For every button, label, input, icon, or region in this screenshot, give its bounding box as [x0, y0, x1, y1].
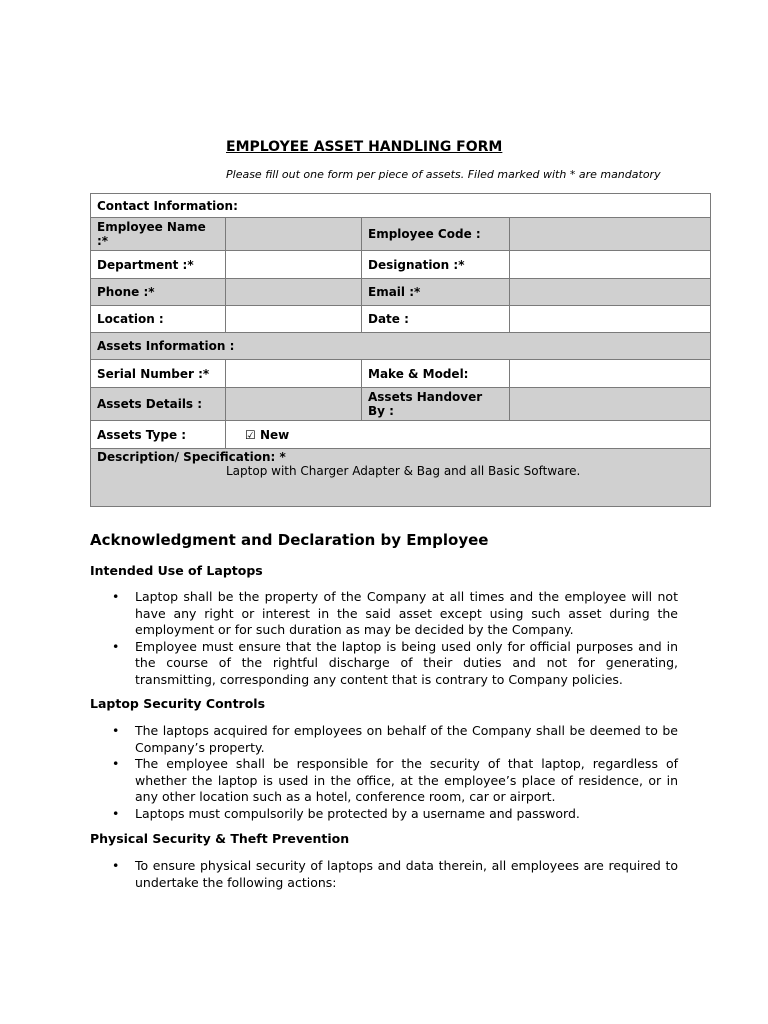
employee-code-label: Employee Code : [362, 218, 510, 251]
laptop-security-heading: Laptop Security Controls [90, 696, 266, 711]
department-field[interactable] [226, 251, 362, 279]
assets-type-field [226, 421, 711, 449]
employee-code-field[interactable] [510, 218, 711, 251]
assets-details-label: Assets Details : [91, 388, 226, 421]
bullet-icon: • [112, 638, 120, 654]
bullet-icon: • [112, 723, 120, 738]
date-field[interactable] [510, 306, 711, 333]
assets-details-field[interactable] [226, 388, 362, 421]
physical-security-heading: Physical Security & Theft Prevention [90, 831, 350, 846]
assets-type-label: Assets Type : [91, 421, 226, 449]
designation-label: Designation :* [362, 251, 510, 279]
location-label: Location : [91, 306, 226, 333]
description-field[interactable]: Laptop with Charger Adapter & Bag and all Basic Software. [226, 464, 581, 478]
employee-name-field[interactable] [226, 218, 362, 251]
assets-information-header: Assets Information : [91, 333, 711, 360]
list-item: • Employee must ensure that the laptop is being used only for official purposes and in the course of the rightful discharge of their duties and not for generating, transmitting, corresponding any content that is contrary to Company policies. [112, 638, 678, 687]
list-item: • To ensure physical security of laptops and data therein, all employees are required to undertake the following actions: [112, 858, 678, 890]
intended-use-list [90, 589, 678, 688]
designation-field[interactable] [510, 251, 711, 279]
asset-form-table [90, 193, 711, 507]
contact-information-header: Contact Information: [91, 194, 711, 218]
make-model-label: Make & Model: [362, 360, 510, 388]
email-field[interactable] [510, 279, 711, 306]
phone-field[interactable] [226, 279, 362, 306]
laptop-security-list [90, 723, 678, 822]
description-cell [91, 449, 711, 507]
bullet-icon: • [112, 858, 120, 873]
assets-type-new-checkbox[interactable] [245, 428, 289, 442]
serial-number-label: Serial Number :* [91, 360, 226, 388]
assets-handover-field[interactable] [510, 388, 711, 421]
list-item: • The employee shall be responsible for the security of that laptop, regardless of whether the laptop is used in the office, at the employee’s place of residence, or in any other location such as a hotel, conference room, car or airport. [112, 756, 678, 804]
bullet-icon: • [112, 589, 120, 604]
email-label: Email :* [362, 279, 510, 306]
bullet-icon: • [112, 756, 120, 771]
employee-name-label: Employee Name :* [91, 218, 226, 251]
make-model-field[interactable] [510, 360, 711, 388]
serial-number-field[interactable] [226, 360, 362, 388]
checked-box-icon: ☑ [245, 427, 256, 442]
assets-type-new-label: New [259, 427, 290, 442]
date-label: Date : [362, 306, 510, 333]
assets-handover-label: Assets Handover By : [362, 388, 510, 421]
location-field[interactable] [226, 306, 362, 333]
list-item: • The laptops acquired for employees on behalf of the Company shall be deemed to be Company’s property. [112, 723, 678, 755]
phone-label: Phone :* [91, 279, 226, 306]
intended-use-heading: Intended Use of Laptops [90, 563, 263, 578]
bullet-icon: • [112, 805, 120, 821]
form-instructions: Please fill out one form per piece of assets. Filed marked with * are mandatory [226, 168, 661, 181]
form-title: EMPLOYEE ASSET HANDLING FORM [226, 139, 503, 155]
description-label: Description/ Specification: * [97, 450, 286, 464]
list-item: • Laptops must compulsorily be protected by a username and password. [112, 805, 580, 821]
physical-security-list [90, 858, 678, 891]
department-label: Department :* [91, 251, 226, 279]
list-item: • Laptop shall be the property of the Company at all times and the employee will not have any right or interest in the said asset except using such asset during the employment or for such duration as may be decided by the Company. [112, 589, 678, 637]
acknowledgment-heading: Acknowledgment and Declaration by Employee [90, 531, 489, 549]
